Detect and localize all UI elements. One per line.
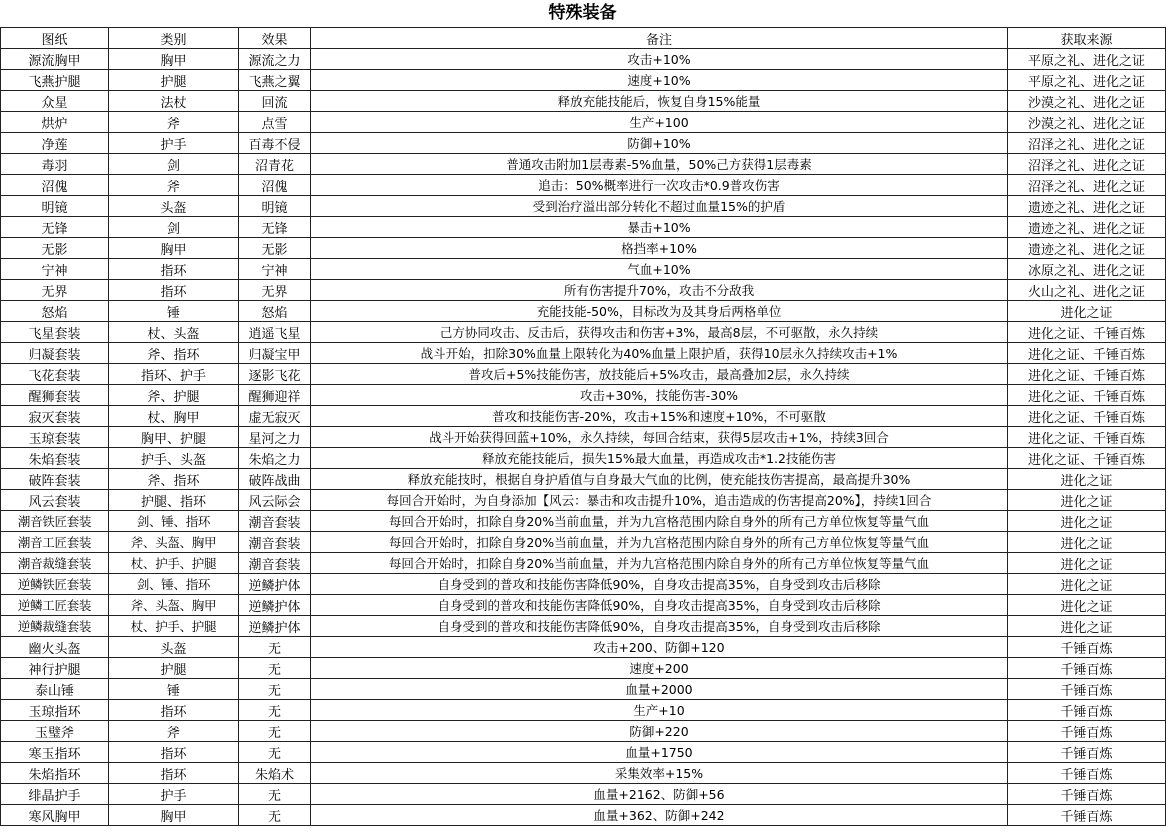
cell-category: 剑、锤、指环 — [109, 511, 239, 532]
cell-effect: 无 — [239, 805, 311, 826]
cell-blueprint: 宁神 — [1, 259, 109, 280]
cell-note: 释放充能技能后，恢复自身15%能量 — [311, 91, 1008, 112]
cell-category: 锤 — [109, 301, 239, 322]
cell-note: 普攻后+5%技能伤害，放技能后+5%攻击，最高叠加2层，永久持续 — [311, 364, 1008, 385]
cell-effect: 醒狮迎祥 — [239, 385, 311, 406]
cell-note: 普通攻击附加1层毒素-5%血量，50%己方获得1层毒素 — [311, 154, 1008, 175]
cell-note: 生产+10 — [311, 700, 1008, 721]
cell-effect: 风云际会 — [239, 490, 311, 511]
cell-effect: 怒焰 — [239, 301, 311, 322]
cell-note: 自身受到的普攻和技能伤害降低90%，自身攻击提高35%，自身受到攻击后移除 — [311, 574, 1008, 595]
cell-source: 遗迹之礼、进化之证 — [1008, 196, 1166, 217]
cell-blueprint: 明镜 — [1, 196, 109, 217]
cell-source: 沼泽之礼、进化之证 — [1008, 175, 1166, 196]
cell-blueprint: 幽火头盔 — [1, 637, 109, 658]
cell-note: 自身受到的普攻和技能伤害降低90%，自身攻击提高35%，自身受到攻击后移除 — [311, 595, 1008, 616]
cell-source: 千锤百炼 — [1008, 763, 1166, 784]
cell-category: 头盔 — [109, 637, 239, 658]
cell-category: 杖、护手、护腿 — [109, 553, 239, 574]
cell-note: 防御+10% — [311, 133, 1008, 154]
cell-effect: 逐影飞花 — [239, 364, 311, 385]
cell-note: 受到治疗溢出部分转化不超过血量15%的护盾 — [311, 196, 1008, 217]
cell-note: 血量+1750 — [311, 742, 1008, 763]
cell-note: 追击：50%概率进行一次攻击*0.9普攻伤害 — [311, 175, 1008, 196]
cell-source: 进化之证 — [1008, 595, 1166, 616]
cell-blueprint: 毒羽 — [1, 154, 109, 175]
cell-source: 千锤百炼 — [1008, 700, 1166, 721]
cell-effect: 无 — [239, 700, 311, 721]
cell-source: 沼泽之礼、进化之证 — [1008, 133, 1166, 154]
cell-blueprint: 众星 — [1, 91, 109, 112]
cell-effect: 无锋 — [239, 217, 311, 238]
cell-category: 斧、头盔、胸甲 — [109, 532, 239, 553]
cell-note: 每回合开始时，扣除自身20%当前血量，并为九宫格范围内除自身外的所有己方单位恢复等量气血 — [311, 511, 1008, 532]
table-row — [1, 763, 1166, 784]
cell-category: 杖、头盔 — [109, 322, 239, 343]
table-row — [1, 595, 1166, 616]
cell-category: 护腿 — [109, 70, 239, 91]
cell-category: 斧、护腿 — [109, 385, 239, 406]
cell-note: 采集效率+15% — [311, 763, 1008, 784]
cell-category: 斧、指环 — [109, 343, 239, 364]
cell-note: 每回合开始时，扣除自身20%当前血量，并为九宫格范围内除自身外的所有己方单位恢复等量气血 — [311, 532, 1008, 553]
cell-source: 沼泽之礼、进化之证 — [1008, 154, 1166, 175]
cell-source: 进化之证 — [1008, 490, 1166, 511]
table-row — [1, 259, 1166, 280]
cell-category: 护手、头盔 — [109, 448, 239, 469]
table-row — [1, 280, 1166, 301]
cell-source: 进化之证 — [1008, 553, 1166, 574]
cell-source: 进化之证 — [1008, 574, 1166, 595]
cell-blueprint: 潮音工匠套装 — [1, 532, 109, 553]
table-body — [1, 49, 1166, 826]
cell-note: 自身受到的普攻和技能伤害降低90%，自身攻击提高35%，自身受到攻击后移除 — [311, 616, 1008, 637]
cell-category: 护手 — [109, 133, 239, 154]
cell-source: 进化之证、千锤百炼 — [1008, 343, 1166, 364]
cell-category: 剑、锤、指环 — [109, 574, 239, 595]
cell-note: 防御+220 — [311, 721, 1008, 742]
table-row — [1, 742, 1166, 763]
cell-blueprint: 寒玉指环 — [1, 742, 109, 763]
cell-blueprint: 朱焰指环 — [1, 763, 109, 784]
cell-note: 攻击+10% — [311, 49, 1008, 70]
cell-note: 每回合开始时，为自身添加【风云：暴击和攻击提升10%，追击造成的伤害提高20%】，持续1回合 — [311, 490, 1008, 511]
cell-effect: 无影 — [239, 238, 311, 259]
header-cell-note: 备注 — [311, 28, 1008, 49]
cell-effect: 逆鳞护体 — [239, 595, 311, 616]
cell-blueprint: 源流胸甲 — [1, 49, 109, 70]
cell-source: 进化之证 — [1008, 511, 1166, 532]
cell-note: 普攻和技能伤害-20%，攻击+15%和速度+10%，不可驱散 — [311, 406, 1008, 427]
cell-blueprint: 玉琼指环 — [1, 700, 109, 721]
table-row — [1, 679, 1166, 700]
cell-category: 胸甲 — [109, 805, 239, 826]
cell-note: 充能技能-50%，目标改为及其身后两格单位 — [311, 301, 1008, 322]
cell-source: 进化之证 — [1008, 616, 1166, 637]
table-row — [1, 406, 1166, 427]
table-row — [1, 364, 1166, 385]
cell-category: 斧、头盔、胸甲 — [109, 595, 239, 616]
cell-blueprint: 醒狮套装 — [1, 385, 109, 406]
cell-effect: 无 — [239, 658, 311, 679]
table-row — [1, 385, 1166, 406]
cell-category: 护手 — [109, 784, 239, 805]
cell-effect: 逆鳞护体 — [239, 574, 311, 595]
table-row — [1, 49, 1166, 70]
table-row — [1, 532, 1166, 553]
cell-blueprint: 净莲 — [1, 133, 109, 154]
cell-category: 杖、护手、护腿 — [109, 616, 239, 637]
cell-category: 斧 — [109, 721, 239, 742]
cell-effect: 百毒不侵 — [239, 133, 311, 154]
cell-blueprint: 逆鳞裁缝套装 — [1, 616, 109, 637]
cell-source: 千锤百炼 — [1008, 721, 1166, 742]
table-row — [1, 322, 1166, 343]
cell-note: 所有伤害提升70%，攻击不分敌我 — [311, 280, 1008, 301]
cell-effect: 源流之力 — [239, 49, 311, 70]
cell-category: 指环 — [109, 280, 239, 301]
cell-category: 锤 — [109, 679, 239, 700]
sheet-title: 特殊装备 — [548, 3, 617, 23]
cell-effect: 朱焰之力 — [239, 448, 311, 469]
table-row — [1, 217, 1166, 238]
table-row — [1, 196, 1166, 217]
header-cell-source: 获取来源 — [1008, 28, 1166, 49]
cell-note: 速度+10% — [311, 70, 1008, 91]
table-row — [1, 805, 1166, 826]
table-row — [1, 637, 1166, 658]
cell-effect: 星河之力 — [239, 427, 311, 448]
table-row — [1, 574, 1166, 595]
cell-effect: 明镜 — [239, 196, 311, 217]
cell-effect: 破阵战曲 — [239, 469, 311, 490]
cell-source: 进化之证、千锤百炼 — [1008, 448, 1166, 469]
table-row — [1, 133, 1166, 154]
cell-category: 指环 — [109, 700, 239, 721]
cell-note: 格挡率+10% — [311, 238, 1008, 259]
cell-blueprint: 玉璧斧 — [1, 721, 109, 742]
cell-source: 进化之证、千锤百炼 — [1008, 427, 1166, 448]
cell-source: 千锤百炼 — [1008, 742, 1166, 763]
cell-effect: 逆鳞护体 — [239, 616, 311, 637]
table-row — [1, 658, 1166, 679]
cell-effect: 无 — [239, 721, 311, 742]
cell-blueprint: 逆鳞铁匠套装 — [1, 574, 109, 595]
equipment-table — [0, 27, 1166, 826]
cell-note: 暴击+10% — [311, 217, 1008, 238]
cell-blueprint: 飞花套装 — [1, 364, 109, 385]
cell-source: 冰原之礼、进化之证 — [1008, 259, 1166, 280]
cell-category: 剑 — [109, 154, 239, 175]
cell-effect: 潮音套装 — [239, 511, 311, 532]
cell-blueprint: 逆鳞工匠套装 — [1, 595, 109, 616]
table-row — [1, 301, 1166, 322]
cell-note: 战斗开始获得回蓝+10%，永久持续，每回合结束，获得5层攻击+1%，持续3回合 — [311, 427, 1008, 448]
cell-effect: 无 — [239, 784, 311, 805]
cell-source: 千锤百炼 — [1008, 658, 1166, 679]
cell-blueprint: 怒焰 — [1, 301, 109, 322]
cell-source: 进化之证、千锤百炼 — [1008, 322, 1166, 343]
cell-category: 胸甲 — [109, 238, 239, 259]
cell-category: 头盔 — [109, 196, 239, 217]
cell-source: 千锤百炼 — [1008, 784, 1166, 805]
cell-effect: 点雪 — [239, 112, 311, 133]
cell-note: 攻击+200、防御+120 — [311, 637, 1008, 658]
cell-note: 己方协同攻击、反击后，获得攻击和伤害+3%，最高8层，不可驱散，永久持续 — [311, 322, 1008, 343]
cell-source: 进化之证 — [1008, 301, 1166, 322]
cell-note: 攻击+30%，技能伤害-30% — [311, 385, 1008, 406]
table-row — [1, 721, 1166, 742]
table-row — [1, 175, 1166, 196]
table-row — [1, 490, 1166, 511]
cell-effect: 无 — [239, 637, 311, 658]
cell-category: 胸甲 — [109, 49, 239, 70]
cell-note: 气血+10% — [311, 259, 1008, 280]
cell-blueprint: 无锋 — [1, 217, 109, 238]
cell-category: 胸甲、护腿 — [109, 427, 239, 448]
cell-blueprint: 风云套装 — [1, 490, 109, 511]
table-row — [1, 784, 1166, 805]
table-row — [1, 448, 1166, 469]
cell-effect: 沼青花 — [239, 154, 311, 175]
cell-effect: 潮音套装 — [239, 553, 311, 574]
cell-source: 沙漠之礼、进化之证 — [1008, 91, 1166, 112]
cell-effect: 沼傀 — [239, 175, 311, 196]
table-row — [1, 154, 1166, 175]
table-header — [1, 28, 1166, 49]
cell-blueprint: 归凝套装 — [1, 343, 109, 364]
cell-category: 指环 — [109, 742, 239, 763]
table-row — [1, 70, 1166, 91]
cell-effect: 飞燕之翼 — [239, 70, 311, 91]
table-row — [1, 700, 1166, 721]
table-row — [1, 616, 1166, 637]
cell-source: 进化之证、千锤百炼 — [1008, 406, 1166, 427]
cell-blueprint: 绯晶护手 — [1, 784, 109, 805]
cell-blueprint: 寒风胸甲 — [1, 805, 109, 826]
cell-note: 释放充能技时，根据自身护盾值与自身最大气血的比例，使充能技伤害提高，最高提升30% — [311, 469, 1008, 490]
cell-blueprint: 飞星套装 — [1, 322, 109, 343]
cell-effect: 逍遥飞星 — [239, 322, 311, 343]
cell-note: 每回合开始时，扣除自身20%当前血量，并为九宫格范围内除自身外的所有己方单位恢复等量气血 — [311, 553, 1008, 574]
cell-source: 千锤百炼 — [1008, 679, 1166, 700]
cell-effect: 无 — [239, 742, 311, 763]
cell-category: 指环 — [109, 763, 239, 784]
cell-blueprint: 潮音铁匠套装 — [1, 511, 109, 532]
cell-effect: 朱焰术 — [239, 763, 311, 784]
cell-blueprint: 烘炉 — [1, 112, 109, 133]
cell-source: 进化之证 — [1008, 469, 1166, 490]
cell-source: 千锤百炼 — [1008, 805, 1166, 826]
cell-category: 护腿、指环 — [109, 490, 239, 511]
cell-blueprint: 无界 — [1, 280, 109, 301]
cell-source: 平原之礼、进化之证 — [1008, 70, 1166, 91]
cell-effect: 归凝宝甲 — [239, 343, 311, 364]
cell-blueprint: 神行护腿 — [1, 658, 109, 679]
cell-source: 进化之证、千锤百炼 — [1008, 364, 1166, 385]
cell-note: 释放充能技能后，损失15%最大血量，再造成攻击*1.2技能伤害 — [311, 448, 1008, 469]
cell-category: 护腿 — [109, 658, 239, 679]
cell-effect: 虚无寂灭 — [239, 406, 311, 427]
cell-blueprint: 玉琼套装 — [1, 427, 109, 448]
cell-blueprint: 沼傀 — [1, 175, 109, 196]
cell-note: 速度+200 — [311, 658, 1008, 679]
cell-note: 血量+2162、防御+56 — [311, 784, 1008, 805]
cell-source: 千锤百炼 — [1008, 637, 1166, 658]
table-row — [1, 91, 1166, 112]
cell-category: 指环 — [109, 259, 239, 280]
cell-source: 进化之证 — [1008, 532, 1166, 553]
cell-note: 战斗开始，扣除30%血量上限转化为40%血量上限护盾，获得10层永久持续攻击+1% — [311, 343, 1008, 364]
cell-source: 遗迹之礼、进化之证 — [1008, 217, 1166, 238]
cell-note: 血量+362、防御+242 — [311, 805, 1008, 826]
cell-category: 法杖 — [109, 91, 239, 112]
cell-blueprint: 泰山锤 — [1, 679, 109, 700]
cell-blueprint: 寂灭套装 — [1, 406, 109, 427]
header-cell-blueprint: 图纸 — [1, 28, 109, 49]
cell-effect: 回流 — [239, 91, 311, 112]
header-cell-effect: 效果 — [239, 28, 311, 49]
cell-category: 剑 — [109, 217, 239, 238]
header-cell-category: 类别 — [109, 28, 239, 49]
cell-blueprint: 无影 — [1, 238, 109, 259]
cell-source: 火山之礼、进化之证 — [1008, 280, 1166, 301]
header-row — [1, 28, 1166, 49]
cell-blueprint: 朱焰套装 — [1, 448, 109, 469]
cell-category: 斧 — [109, 175, 239, 196]
cell-effect: 宁神 — [239, 259, 311, 280]
cell-category: 指环、护手 — [109, 364, 239, 385]
cell-category: 斧、指环 — [109, 469, 239, 490]
table-row — [1, 427, 1166, 448]
cell-blueprint: 潮音裁缝套装 — [1, 553, 109, 574]
cell-category: 杖、胸甲 — [109, 406, 239, 427]
cell-effect: 无 — [239, 679, 311, 700]
cell-effect: 无界 — [239, 280, 311, 301]
cell-source: 平原之礼、进化之证 — [1008, 49, 1166, 70]
cell-note: 血量+2000 — [311, 679, 1008, 700]
table-row — [1, 112, 1166, 133]
cell-source: 进化之证、千锤百炼 — [1008, 385, 1166, 406]
cell-source: 沙漠之礼、进化之证 — [1008, 112, 1166, 133]
table-row — [1, 511, 1166, 532]
cell-blueprint: 破阵套装 — [1, 469, 109, 490]
cell-source: 遗迹之礼、进化之证 — [1008, 238, 1166, 259]
cell-blueprint: 飞燕护腿 — [1, 70, 109, 91]
table-row — [1, 553, 1166, 574]
cell-effect: 潮音套装 — [239, 532, 311, 553]
cell-category: 斧 — [109, 112, 239, 133]
cell-note: 生产+100 — [311, 112, 1008, 133]
table-row — [1, 469, 1166, 490]
table-row — [1, 238, 1166, 259]
table-row — [1, 343, 1166, 364]
